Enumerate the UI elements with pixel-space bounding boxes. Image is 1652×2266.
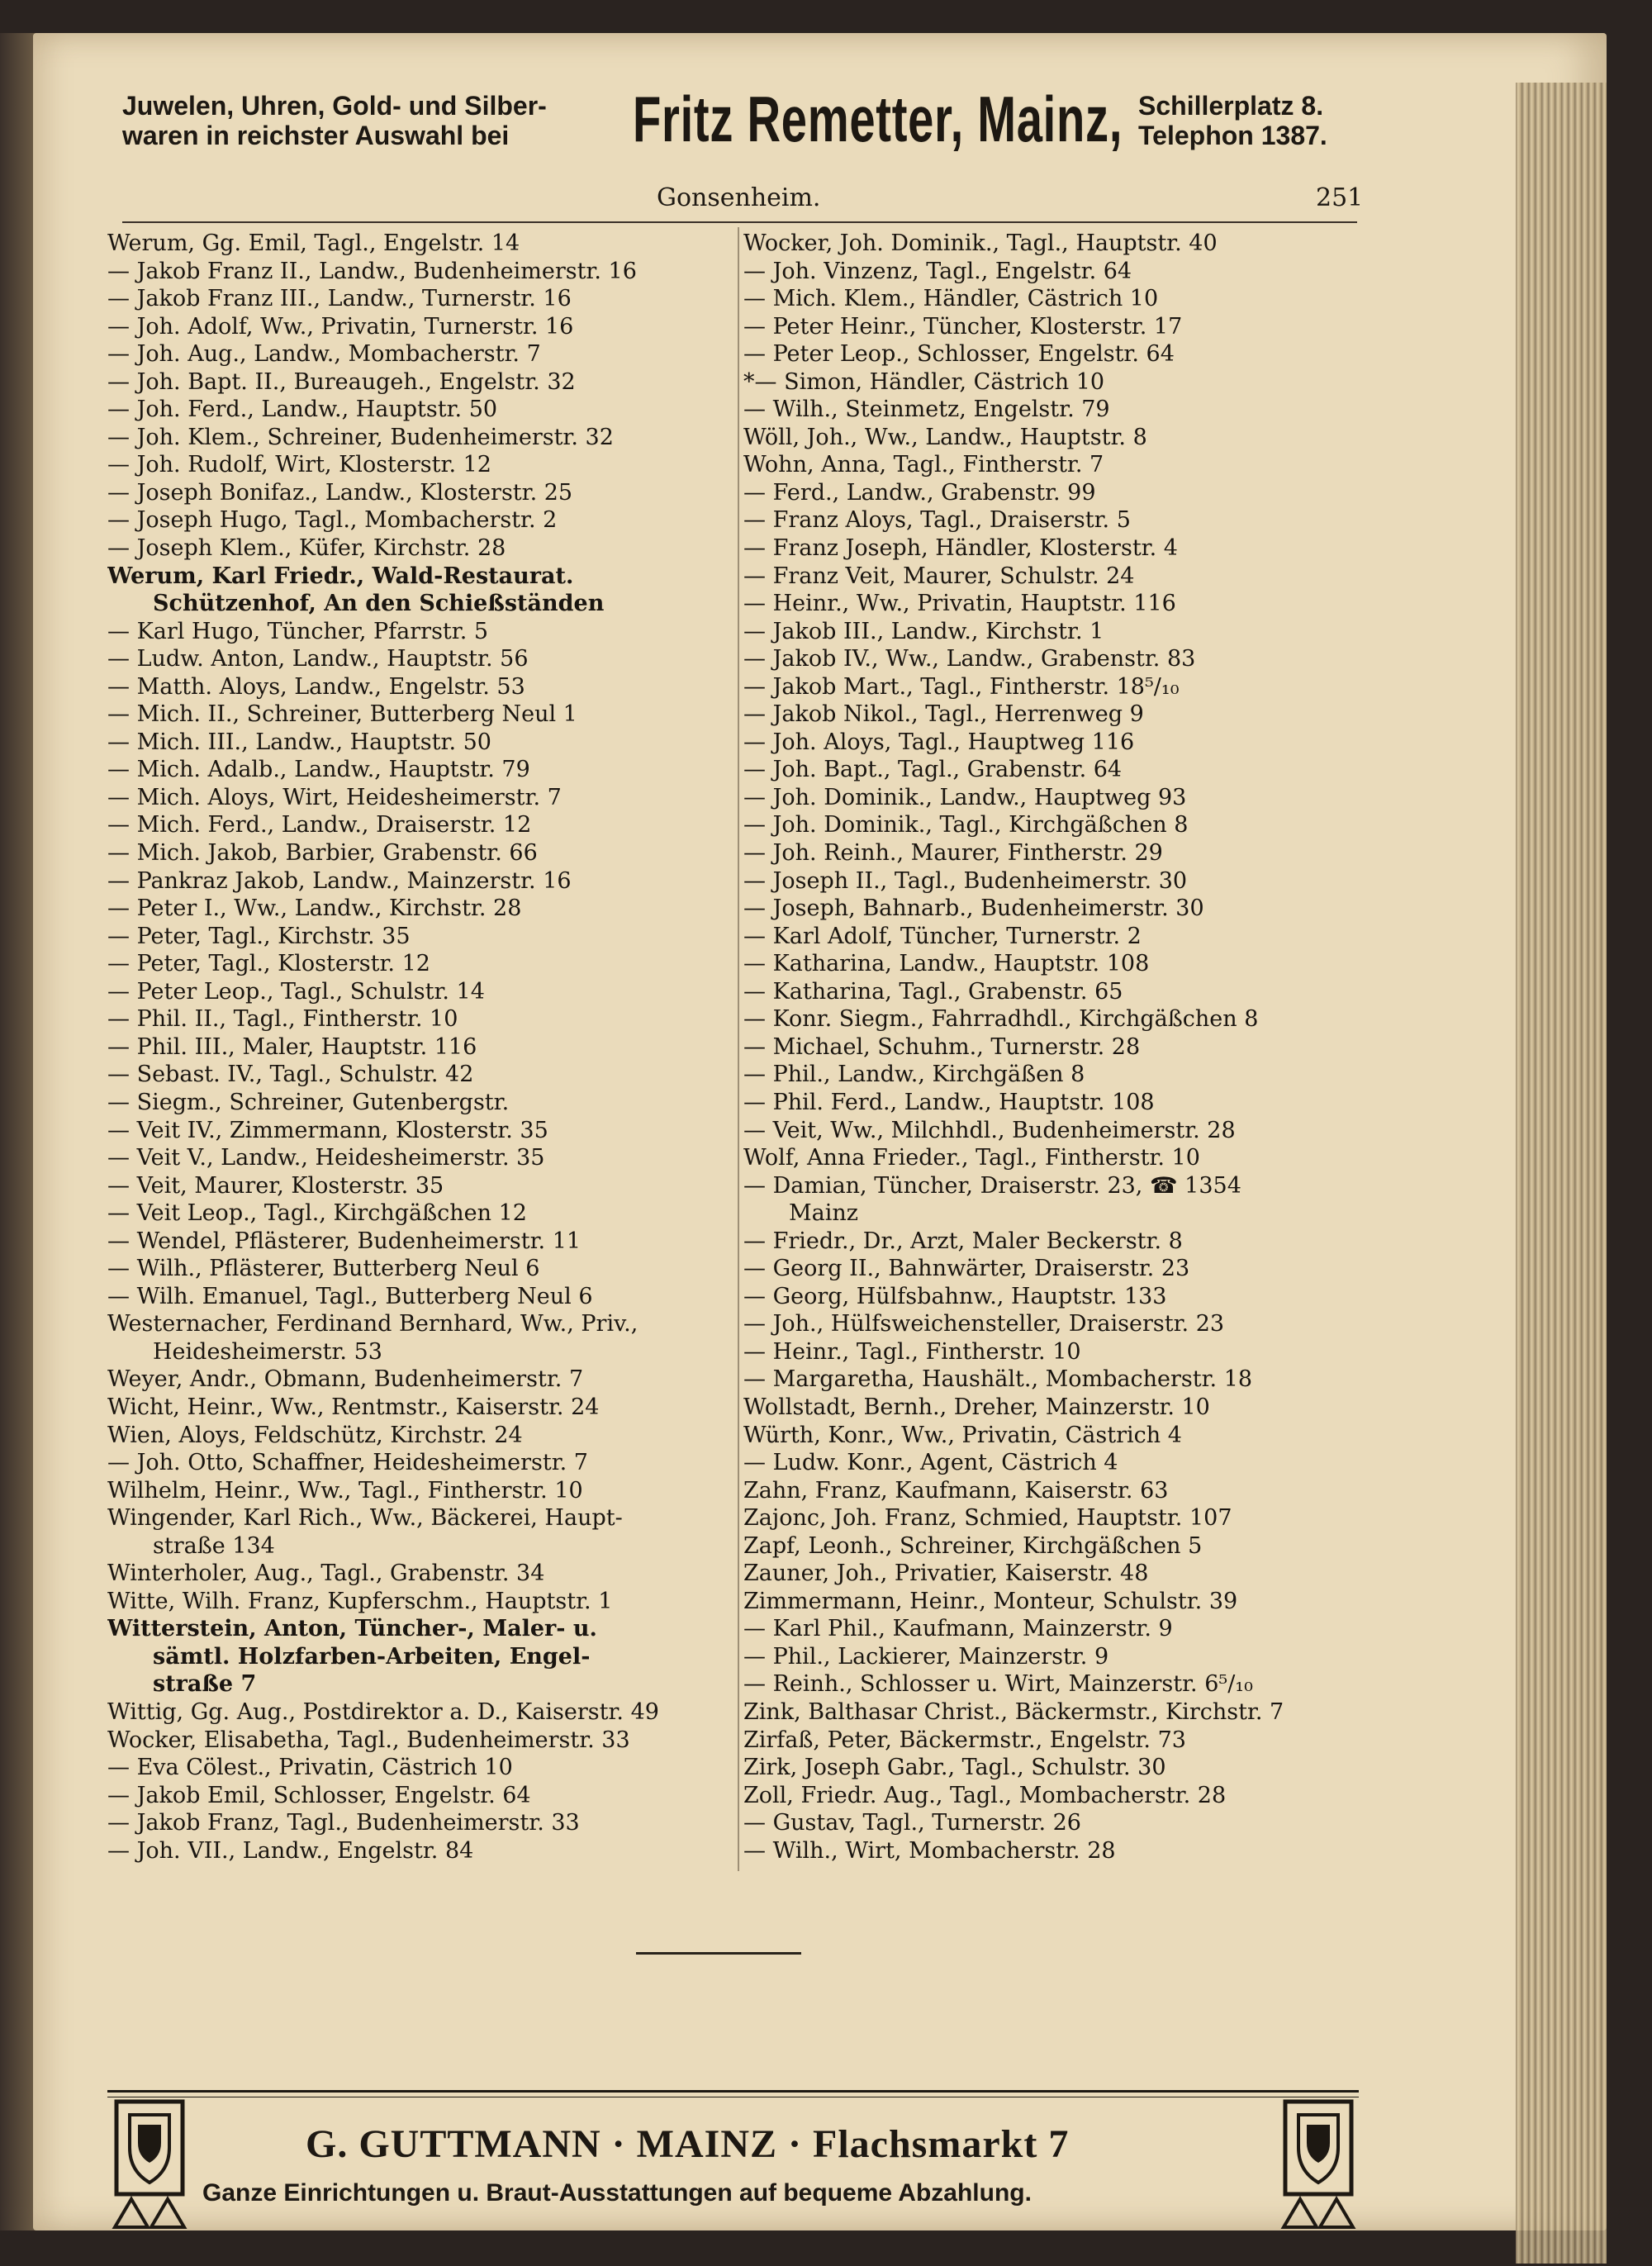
directory-entry: Westernacher, Ferdinand Bernhard, Ww., Priv.,: [107, 1311, 638, 1337]
directory-entry: Wien, Aloys, Feldschütz, Kirchstr. 24: [107, 1422, 523, 1448]
directory-entry: Wingender, Karl Rich., Ww., Bäckerei, Haupt-: [107, 1505, 623, 1532]
directory-entry: — Peter, Tagl., Kirchstr. 35: [107, 923, 411, 949]
directory-entry: — Mich. III., Landw., Hauptstr. 50: [107, 729, 491, 755]
shield-logo-right-icon: [1280, 2098, 1356, 2230]
directory-entry: — Wilh. Emanuel, Tagl., Butterberg Neul 6: [107, 1283, 593, 1309]
directory-entry: straße 134: [153, 1532, 275, 1559]
directory-entry: straße 7: [153, 1671, 257, 1698]
directory-entry: — Veit, Maurer, Klosterstr. 35: [107, 1172, 444, 1199]
directory-entry: — Joh. Aloys, Tagl., Hauptweg 116: [743, 729, 1135, 755]
directory-entry: Zapf, Leonh., Schreiner, Kirchgäßchen 5: [743, 1532, 1203, 1559]
directory-entry: Heidesheimerstr. 53: [153, 1338, 382, 1365]
directory-entry: sämtl. Holzfarben-Arbeiten, Engel-: [153, 1643, 591, 1670]
directory-entry: — Joseph Klem., Küfer, Kirchstr. 28: [107, 535, 506, 562]
directory-entry: — Georg, Hülfsbahnw., Hauptstr. 133: [743, 1283, 1167, 1309]
running-head-place: Gonsenheim.: [657, 183, 821, 212]
directory-entry: — Phil., Lackierer, Mainzerstr. 9: [743, 1643, 1109, 1670]
directory-entry: — Katharina, Tagl., Grabenstr. 65: [743, 978, 1123, 1005]
directory-entry: — Karl Adolf, Tüncher, Turnerstr. 2: [743, 923, 1142, 949]
directory-entry: — Peter Leop., Tagl., Schulstr. 14: [107, 978, 485, 1005]
directory-entry: Witterstein, Anton, Tüncher-, Maler- u.: [107, 1616, 597, 1642]
directory-entry: — Joh. Reinh., Maurer, Fintherstr. 29: [743, 840, 1163, 867]
directory-entry: — Margaretha, Haushält., Mombacherstr. 18: [743, 1366, 1253, 1393]
directory-entry: Schützenhof, An den Schießständen: [153, 591, 605, 617]
directory-entry: Zirk, Joseph Gabr., Tagl., Schulstr. 30: [743, 1755, 1166, 1781]
directory-entry: — Jakob Franz III., Landw., Turnerstr. 16: [107, 286, 572, 312]
directory-entry: — Jakob III., Landw., Kirchstr. 1: [743, 618, 1104, 644]
directory-entry: — Eva Cölest., Privatin, Cästrich 10: [107, 1755, 513, 1781]
directory-entry: — Friedr., Dr., Arzt, Maler Beckerstr. 8: [743, 1228, 1183, 1254]
directory-entry: Wolf, Anna Frieder., Tagl., Fintherstr. 10: [743, 1145, 1200, 1171]
directory-entry: — Heinr., Ww., Privatin, Hauptstr. 116: [743, 591, 1176, 617]
directory-entry: — Mich. II., Schreiner, Butterberg Neul 1: [107, 701, 577, 728]
directory-entry: — Ludw. Konr., Agent, Cästrich 4: [743, 1450, 1118, 1476]
directory-entry: — Joh. Dominik., Landw., Hauptweg 93: [743, 784, 1187, 810]
directory-entry: — Gustav, Tagl., Turnerstr. 26: [743, 1810, 1081, 1836]
directory-entry: Zink, Balthasar Christ., Bäckermstr., Kirchstr. 7: [743, 1698, 1284, 1725]
directory-entry: — Joh. Rudolf, Wirt, Klosterstr. 12: [107, 452, 491, 478]
header-rule: [122, 221, 1357, 223]
directory-entry: — Wilh., Pflästerer, Butterberg Neul 6: [107, 1256, 540, 1282]
ad-jeweler-tagline: [122, 91, 634, 150]
directory-entry: — Sebast. IV., Tagl., Schulstr. 42: [107, 1062, 474, 1088]
directory-entry: Zauner, Joh., Privatier, Kaiserstr. 48: [743, 1561, 1149, 1587]
directory-entry: — Mich. Klem., Händler, Cästrich 10: [743, 286, 1159, 312]
directory-entry: — Wendel, Pflästerer, Budenheimerstr. 11: [107, 1228, 582, 1254]
directory-entry: — Ludw. Anton, Landw., Hauptstr. 56: [107, 646, 529, 672]
ad-phone-line: Telephon 1387.: [1138, 121, 1327, 150]
directory-entry: — Joseph Bonifaz., Landw., Klosterstr. 25: [107, 479, 573, 506]
directory-entry: — Mich. Adalb., Landw., Hauptstr. 79: [107, 757, 530, 783]
directory-entry: — Veit IV., Zimmermann, Klosterstr. 35: [107, 1117, 548, 1143]
directory-entry: Wittig, Gg. Aug., Postdirektor a. D., Kaiserstr. 49: [107, 1698, 659, 1725]
directory-entry: — Wilh., Wirt, Mombacherstr. 28: [743, 1837, 1116, 1864]
directory-entry: — Mich. Aloys, Wirt, Heidesheimerstr. 7: [107, 784, 562, 810]
directory-entry: — Matth. Aloys, Landw., Engelstr. 53: [107, 673, 525, 700]
directory-entry: Wöll, Joh., Ww., Landw., Hauptstr. 8: [743, 424, 1147, 450]
shield-logo-left-icon: [112, 2098, 188, 2230]
directory-entry: — Karl Hugo, Tüncher, Pfarrstr. 5: [107, 618, 489, 644]
ad-guttmann-title: G. GUTTMANN · MAINZ · Flachsmarkt 7: [306, 2122, 1070, 2166]
directory-entry: — Jakob Franz II., Landw., Budenheimerstr. 16: [107, 258, 637, 284]
directory-entry: — Reinh., Schlosser u. Wirt, Mainzerstr. 6⁵/₁₀: [743, 1671, 1253, 1698]
directory-entry: — Heinr., Tagl., Fintherstr. 10: [743, 1338, 1081, 1365]
directory-entry: — Joseph, Bahnarb., Budenheimerstr. 30: [743, 895, 1204, 922]
directory-entry: Würth, Konr., Ww., Privatin, Cästrich 4: [743, 1422, 1182, 1448]
ad-jeweler-address: [1138, 91, 1485, 150]
directory-entry: — Joh. Adolf, Ww., Privatin, Turnerstr. 16: [107, 313, 574, 340]
directory-entry: — Peter Heinr., Tüncher, Klosterstr. 17: [743, 313, 1183, 340]
column-divider: [738, 227, 739, 1871]
directory-entry: — Phil. III., Maler, Hauptstr. 116: [107, 1033, 477, 1060]
directory-entry: — Peter Leop., Schlosser, Engelstr. 64: [743, 341, 1175, 368]
directory-entry: — Joh. Vinzenz, Tagl., Engelstr. 64: [743, 258, 1132, 284]
directory-entry: — Wilh., Steinmetz, Engelstr. 79: [743, 397, 1110, 423]
ad-tagline-line1: Juwelen, Uhren, Gold- und Silber-: [122, 91, 547, 121]
ad-tagline-line2: waren in reichster Auswahl bei: [122, 121, 510, 150]
directory-entry: — Karl Phil., Kaufmann, Mainzerstr. 9: [743, 1616, 1173, 1642]
directory-entry: — Joh. Bapt., Tagl., Grabenstr. 64: [743, 757, 1123, 783]
directory-entry: — Joseph II., Tagl., Budenheimerstr. 30: [743, 867, 1188, 894]
directory-entry: *— Simon, Händler, Cästrich 10: [743, 368, 1105, 395]
page-edges: [1516, 83, 1607, 2264]
directory-entry: — Joseph Hugo, Tagl., Mombacherstr. 2: [107, 507, 558, 534]
directory-entry: — Jakob Emil, Schlosser, Engelstr. 64: [107, 1782, 531, 1808]
directory-entry: Wocker, Joh. Dominik., Tagl., Hauptstr. 40: [743, 230, 1218, 256]
directory-entry: — Peter I., Ww., Landw., Kirchstr. 28: [107, 895, 522, 922]
ad-jeweler-name: Fritz Remetter, Mainz,: [633, 83, 1123, 155]
directory-entry: — Mich. Jakob, Barbier, Grabenstr. 66: [107, 840, 538, 867]
directory-entry: — Phil. II., Tagl., Fintherstr. 10: [107, 1006, 458, 1033]
directory-entry: Mainz: [789, 1200, 858, 1227]
directory-entry: — Phil. Ferd., Landw., Hauptstr. 108: [743, 1089, 1155, 1115]
directory-entry: Werum, Gg. Emil, Tagl., Engelstr. 14: [107, 230, 520, 256]
directory-entry: Wocker, Elisabetha, Tagl., Budenheimerstr. 33: [107, 1727, 630, 1753]
book-binding: [0, 33, 37, 2230]
directory-entry: Weyer, Andr., Obmann, Budenheimerstr. 7: [107, 1366, 584, 1393]
directory-entry: — Joh., Hülfsweichensteller, Draiserstr. 23: [743, 1311, 1225, 1337]
directory-entry: — Jakob IV., Ww., Landw., Grabenstr. 83: [743, 646, 1196, 672]
directory-entry: Wicht, Heinr., Ww., Rentmstr., Kaiserstr. 24: [107, 1394, 600, 1420]
directory-entry: — Michael, Schuhm., Turnerstr. 28: [743, 1033, 1141, 1060]
directory-entry: — Joh. VII., Landw., Engelstr. 84: [107, 1837, 474, 1864]
directory-entry: — Veit Leop., Tagl., Kirchgäßchen 12: [107, 1200, 527, 1227]
directory-entry: — Ferd., Landw., Grabenstr. 99: [743, 479, 1096, 506]
directory-entry: — Damian, Tüncher, Draiserstr. 23, ☎ 1354: [743, 1172, 1241, 1199]
directory-entry: — Jakob Nikol., Tagl., Herrenweg 9: [743, 701, 1144, 728]
right-column: [743, 230, 1388, 1865]
left-column: [107, 230, 735, 1865]
directory-entry: — Phil., Landw., Kirchgäßen 8: [743, 1062, 1085, 1088]
directory-entry: — Jakob Mart., Tagl., Fintherstr. 18⁵/₁₀: [743, 673, 1180, 700]
directory-entry: Zirfaß, Peter, Bäckermstr., Engelstr. 73: [743, 1727, 1186, 1753]
directory-entry: — Joh. Bapt. II., Bureaugeh., Engelstr. 32: [107, 368, 576, 395]
directory-entry: — Peter, Tagl., Klosterstr. 12: [107, 951, 430, 977]
directory-entry: Witte, Wilh. Franz, Kupferschm., Hauptstr. 1: [107, 1588, 613, 1614]
ad-guttmann-subtitle: Ganze Einrichtungen u. Braut-Ausstattungen auf bequeme Abzahlung.: [202, 2179, 1032, 2207]
end-rule: [636, 1952, 801, 1955]
directory-entry: — Katharina, Landw., Hauptstr. 108: [743, 951, 1150, 977]
directory-entry: — Veit V., Landw., Heidesheimerstr. 35: [107, 1145, 545, 1171]
directory-entry: — Joh. Aug., Landw., Mombacherstr. 7: [107, 341, 541, 368]
directory-entry: Zajonc, Joh. Franz, Schmied, Hauptstr. 107: [743, 1505, 1232, 1532]
directory-entry: Wohn, Anna, Tagl., Fintherstr. 7: [743, 452, 1104, 478]
directory-entry: Winterholer, Aug., Tagl., Grabenstr. 34: [107, 1561, 545, 1587]
footer-advertisement: [107, 2090, 1359, 2239]
directory-entry: — Joh. Ferd., Landw., Hauptstr. 50: [107, 397, 498, 423]
directory-entry: — Pankraz Jakob, Landw., Mainzerstr. 16: [107, 867, 572, 894]
directory-entry: — Konr. Siegm., Fahrradhdl., Kirchgäßchen 8: [743, 1006, 1259, 1033]
directory-entry: — Joh. Dominik., Tagl., Kirchgäßchen 8: [743, 812, 1189, 838]
directory-entry: — Franz Aloys, Tagl., Draiserstr. 5: [743, 507, 1131, 534]
directory-entry: — Georg II., Bahnwärter, Draiserstr. 23: [743, 1256, 1190, 1282]
ad-address-line: Schillerplatz 8.: [1138, 91, 1324, 121]
directory-entry: Wilhelm, Heinr., Ww., Tagl., Fintherstr. 10: [107, 1477, 583, 1504]
directory-entry: — Franz Veit, Maurer, Schulstr. 24: [743, 563, 1135, 589]
directory-entry: — Mich. Ferd., Landw., Draiserstr. 12: [107, 812, 532, 838]
directory-entry: — Joh. Klem., Schreiner, Budenheimerstr. 32: [107, 424, 614, 450]
directory-entry: Zimmermann, Heinr., Monteur, Schulstr. 39: [743, 1588, 1238, 1614]
directory-entry: Zahn, Franz, Kaufmann, Kaiserstr. 63: [743, 1477, 1169, 1504]
directory-entry: Werum, Karl Friedr., Wald-Restaurat.: [107, 563, 574, 589]
directory-entry: — Veit, Ww., Milchhdl., Budenheimerstr. 28: [743, 1117, 1236, 1143]
directory-entry: Wollstadt, Bernh., Dreher, Mainzerstr. 10: [743, 1394, 1210, 1420]
ad-rule-top: [107, 2090, 1359, 2093]
directory-entry: — Franz Joseph, Händler, Klosterstr. 4: [743, 535, 1178, 562]
directory-entry: — Siegm., Schreiner, Gutenbergstr.: [107, 1089, 510, 1115]
page-number: 251: [1316, 183, 1364, 212]
directory-entry: Zoll, Friedr. Aug., Tagl., Mombacherstr. 28: [743, 1782, 1227, 1808]
directory-entry: — Jakob Franz, Tagl., Budenheimerstr. 33: [107, 1810, 580, 1836]
directory-entry: — Joh. Otto, Schaffner, Heidesheimerstr. 7: [107, 1450, 588, 1476]
